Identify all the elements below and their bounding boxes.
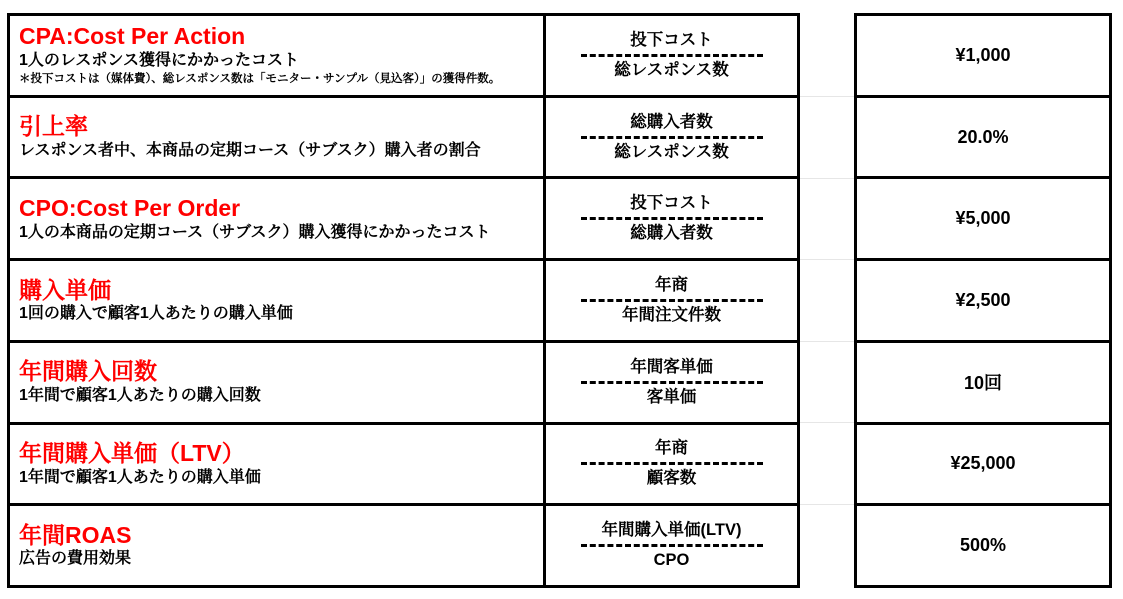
table-row	[10, 95, 797, 177]
fraction-bar	[581, 299, 763, 302]
gap-gridline	[800, 504, 854, 585]
formula-numerator: 年商	[655, 439, 688, 458]
metric-title: CPO:Cost Per Order	[19, 194, 241, 221]
metric-title: CPA:Cost Per Action	[19, 23, 246, 50]
gap-gridline	[800, 422, 854, 503]
fraction-bar	[581, 217, 763, 220]
value-cell	[857, 422, 1109, 504]
metric-description: 1年間で顧客1人あたりの購入単価	[19, 468, 261, 486]
formula-denominator: 総レスポンス数	[614, 60, 729, 79]
fraction-bar	[581, 544, 763, 547]
table-row	[10, 258, 797, 340]
metric-description: レスポンス者中、本商品の定期コース（サブスク）購入者の割合	[19, 141, 481, 159]
metric-formula-columns	[7, 13, 800, 588]
metric-cell	[10, 261, 543, 340]
metric-title: 引上率	[19, 113, 88, 140]
table-row	[10, 176, 797, 258]
metric-value: 500%	[959, 535, 1007, 556]
metric-description: 1回の購入で顧客1人あたりの購入単価	[19, 305, 293, 323]
formula-cell	[543, 16, 797, 95]
formula-denominator: 総レスポンス数	[614, 142, 729, 161]
metric-cell	[10, 179, 543, 258]
value-cell	[857, 340, 1109, 422]
formula-numerator: 年商	[655, 276, 688, 295]
metric-value: 20.0%	[957, 126, 1009, 147]
formula-cell	[543, 261, 797, 340]
table-row	[10, 340, 797, 422]
formula-cell	[543, 425, 797, 504]
metric-value: ¥5,000	[955, 208, 1011, 229]
metric-title: 年間購入回数	[19, 358, 157, 385]
value-cell	[857, 95, 1109, 177]
value-cell	[857, 16, 1109, 95]
formula-denominator: CPO	[653, 551, 690, 570]
metric-cell	[10, 506, 543, 585]
formula-denominator: 総購入者数	[630, 224, 713, 243]
value-column	[854, 13, 1112, 588]
formula-denominator: 年間注文件数	[622, 306, 721, 325]
gap-gridline	[800, 259, 854, 340]
formula-numerator: 投下コスト	[630, 194, 713, 213]
metrics-table	[7, 13, 1112, 588]
metric-cell	[10, 16, 543, 95]
metric-cell	[10, 343, 543, 422]
gap-gridline	[800, 178, 854, 259]
metric-value: 10回	[963, 373, 1003, 394]
formula-numerator: 年間購入単価(LTV)	[601, 521, 742, 540]
metric-title: 購入単価	[19, 276, 111, 303]
metric-description: 1年間で顧客1人あたりの購入回数	[19, 387, 261, 405]
metric-value: ¥25,000	[950, 453, 1016, 474]
fraction-bar	[581, 54, 763, 57]
formula-cell	[543, 343, 797, 422]
metric-value: ¥2,500	[955, 290, 1011, 311]
formula-denominator: 顧客数	[646, 469, 697, 488]
formula-cell	[543, 179, 797, 258]
formula-numerator: 投下コスト	[630, 30, 713, 49]
metric-title: 年間ROAS	[19, 521, 132, 548]
formula-denominator: 客単価	[646, 387, 697, 406]
metric-cell	[10, 98, 543, 177]
formula-numerator: 年間客単価	[630, 357, 713, 376]
gap-gridline	[800, 96, 854, 177]
table-row	[10, 422, 797, 504]
metric-description: 1人のレスポンス獲得にかかったコスト	[19, 51, 299, 69]
gap-gridline	[800, 341, 854, 422]
column-gap	[800, 13, 854, 588]
fraction-bar	[581, 462, 763, 465]
metric-cell	[10, 425, 543, 504]
table-row	[10, 503, 797, 585]
value-cell	[857, 503, 1109, 585]
metric-description: 広告の費用効果	[19, 550, 132, 568]
formula-cell	[543, 506, 797, 585]
fraction-bar	[581, 381, 763, 384]
metric-value: ¥1,000	[955, 44, 1011, 65]
metric-note: ＊投下コストは（媒体費）、総レスポンス数は「モニター・サンプル（見込客）」の獲得件数。	[19, 73, 501, 86]
fraction-bar	[581, 136, 763, 139]
gap-gridline	[800, 16, 854, 96]
value-cell	[857, 176, 1109, 258]
value-cell	[857, 258, 1109, 340]
metric-title: 年間購入単価（LTV）	[19, 439, 245, 466]
metric-description: 1人の本商品の定期コース（サブスク）購入獲得にかかったコスト	[19, 223, 491, 241]
formula-numerator: 総購入者数	[630, 112, 713, 131]
table-row	[10, 16, 797, 95]
formula-cell	[543, 98, 797, 177]
